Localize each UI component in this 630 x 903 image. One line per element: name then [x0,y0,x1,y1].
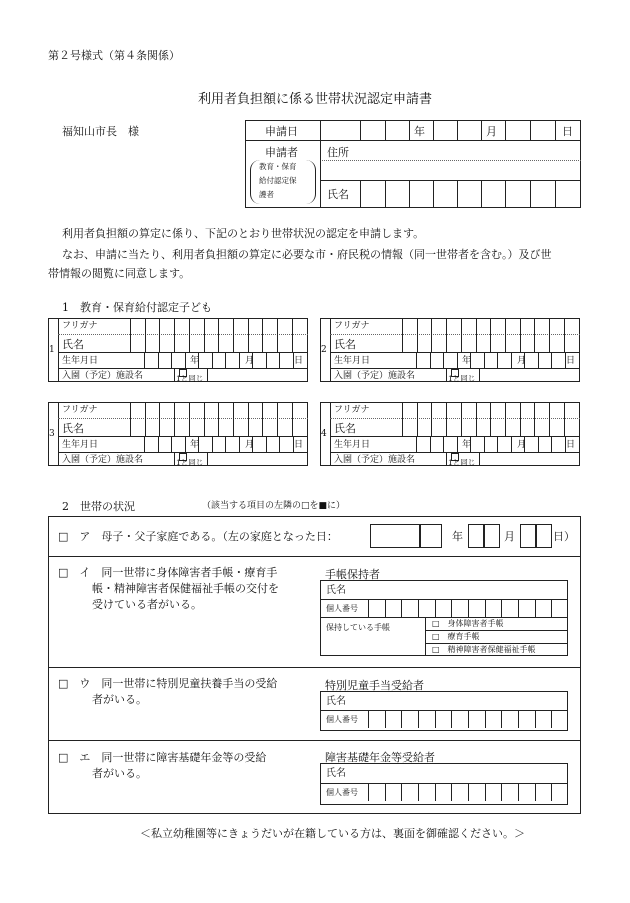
address-label: 住所 [327,146,349,159]
facility-label: 入園（予定）施設名 [62,371,144,381]
birth-day: 日 [294,440,304,450]
footer-note: ＜私立幼稚園等にきょうだいが在籍している方は、裏面を御確認ください。＞ [140,827,525,840]
body-line-2: なお、申請に当たり、利用者負担額の算定に必要な市・府民税の情報（同一世帯者を含む。）及び世 [62,248,552,261]
item-e-number: 個人番号 [326,788,358,797]
birth-month: 月 [245,440,255,450]
item-i-number: 個人番号 [326,604,358,613]
birth-year: 年 [462,440,472,450]
furigana-label: フリガナ [62,405,98,415]
birth-label: 生年月日 [334,356,371,366]
item-a-text: □ ア 母子・父子家庭である。（左の家庭となった日： [58,530,338,543]
item-u-number: 個人番号 [326,715,358,724]
form-title: 利用者負担額に係る世帯状況認定申請書 [197,92,432,107]
section2-note: （該当する項目の左隣の□を■に） [202,501,346,511]
birth-day: 日 [294,356,304,366]
birth-label: 生年月日 [62,440,99,450]
year-label: 年 [414,125,425,138]
item-i-line2: 帳・精神障害者保健福祉手帳の交付を [92,582,279,595]
item-i-name: 氏名 [326,585,346,596]
child-number: 4 [321,429,327,439]
birth-label: 生年月日 [62,356,99,366]
body-line-3: 帯情報の閲覧に同意します。 [48,267,191,280]
name-label: 氏名 [334,338,356,351]
child-number: 3 [49,429,55,439]
furigana-label: フリガナ [334,405,370,415]
item-e-line2: 者がいる。 [92,767,147,780]
item-u-line2: 者がいる。 [92,693,147,706]
applicant-label: 申請者 [265,146,298,159]
item-i-opt3: □ 精神障害者保健福祉手帳 [432,645,536,654]
birth-year: 年 [190,440,200,450]
form-number: 第２号様式（第４条関係） [48,49,180,62]
applicant-note-1: 教育・保育 [259,162,297,171]
birth-year: 年 [462,356,472,366]
name-label: 氏名 [334,422,356,435]
item-e-line1: □ エ 同一世帯に障害基礎年金等の受給 [58,751,267,764]
birth-month: 月 [517,440,527,450]
item-e-holder: 障害基礎年金等受給者 [325,751,435,764]
addressee: 福知山市長 様 [62,125,139,138]
name-label: 氏名 [62,338,84,351]
name-label: 氏名 [327,188,349,201]
furigana-label: フリガナ [334,321,370,331]
section1-title: 1 教育・保育給付認定子ども [62,301,212,314]
birth-day: 日 [566,356,576,366]
birth-month: 月 [517,356,527,366]
furigana-label: フリガナ [62,321,98,331]
birth-month: 月 [245,356,255,366]
facility-label: 入園（予定）施設名 [334,371,416,381]
month-label: 月 [486,125,497,138]
same-as-1-label: 1と同じ [176,374,204,383]
item-a-month: 月 [504,530,515,543]
day-label: 日 [562,125,573,138]
item-i-line3: 受けている者がいる。 [92,598,202,611]
item-i-opt1: □ 身体障害者手帳 [432,619,504,628]
birth-label: 生年月日 [334,440,371,450]
name-label: 氏名 [62,422,84,435]
item-a-day: 日） [553,530,575,543]
applicant-note-2: 給付認定保 [259,176,297,185]
item-e-name: 氏名 [326,768,346,779]
item-u-line1: □ ウ 同一世帯に特別児童扶養手当の受給 [58,677,278,690]
birth-day: 日 [566,440,576,450]
item-i-line1: □ イ 同一世帯に身体障害者手帳・療育手 [58,566,278,579]
facility-label: 入園（予定）施設名 [62,455,144,465]
item-i-opt2: □ 療育手帳 [432,632,480,641]
item-i-held: 保持している手帳 [326,623,390,632]
date-label: 申請日 [265,125,298,138]
item-i-holder: 手帳保持者 [325,568,380,581]
facility-label: 入園（予定）施設名 [334,455,416,465]
child-number: 1 [49,345,55,355]
section2-title: 2 世帯の状況 [62,500,135,513]
body-line-1: 利用者負担額の算定に係り、下記のとおり世帯状況の認定を申請します。 [62,227,425,240]
item-u-name: 氏名 [326,696,346,707]
birth-year: 年 [190,356,200,366]
child-number: 2 [321,345,327,355]
same-as-1-label: 1と同じ [448,374,476,383]
item-u-holder: 特別児童手当受給者 [325,679,424,692]
same-as-1-label: 1と同じ [176,458,204,467]
applicant-note-3: 護者 [259,190,274,199]
same-as-1-label: 1と同じ [448,458,476,467]
item-a-year: 年 [452,530,463,543]
